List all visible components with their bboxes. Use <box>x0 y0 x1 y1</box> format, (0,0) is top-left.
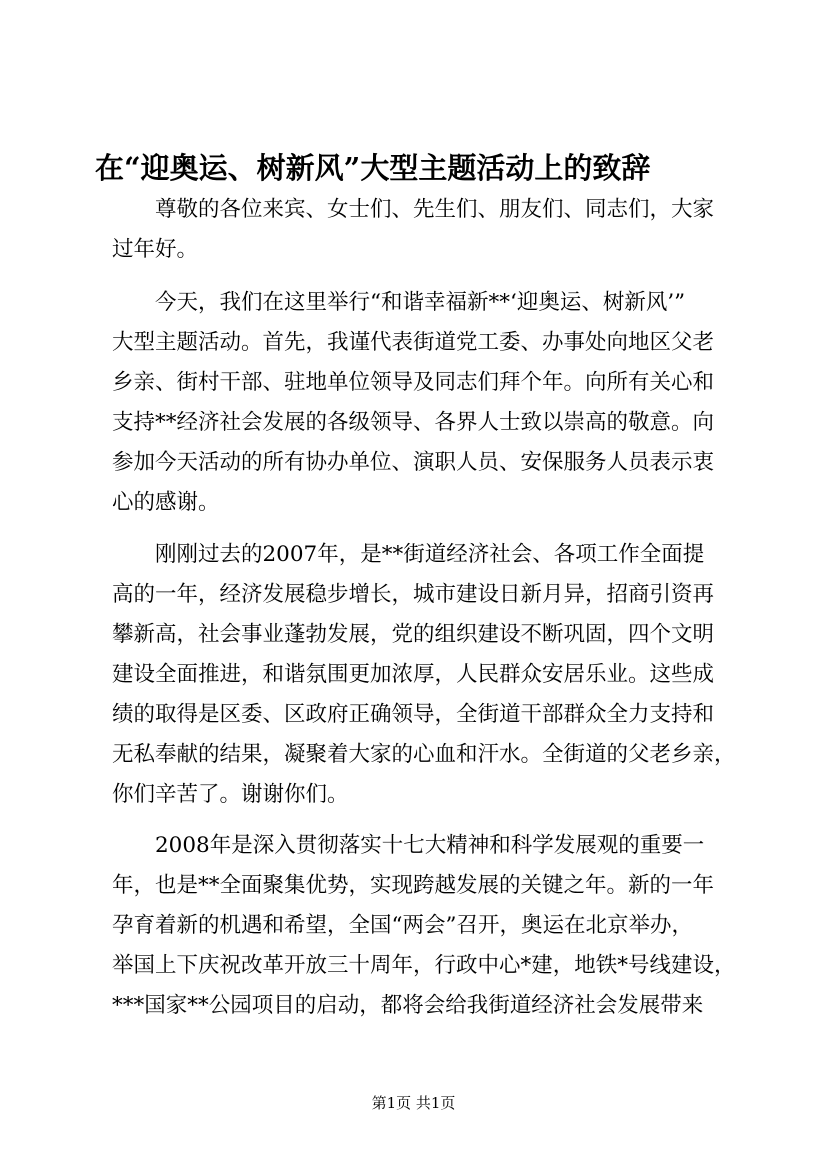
body-line: 过年好。 <box>112 237 199 262</box>
body-line: 今天，我们在这里举行“和谐幸福新**‘迎奥运、树新风’” <box>112 290 686 315</box>
body-line: 举国上下庆祝改革开放三十周年，行政中心*建，地铁*号线建设， <box>112 953 736 978</box>
body-line: 参加今天活动的所有协办单位、演职人员、安保服务人员表示衷 <box>112 450 715 475</box>
body-line: 攀新高，社会事业蓬勃发展，党的组织建设不断巩固，四个文明 <box>112 622 715 647</box>
body-line: 孕育着新的机遇和希望，全国“两会”召开，奥运在北京举办， <box>112 913 693 938</box>
body-line: 乡亲、街村干部、驻地单位领导及同志们拜个年。向所有关心和 <box>112 370 715 395</box>
body-line: ***国家**公园项目的启动，都将会给我街道经济社会发展带来 <box>112 993 704 1018</box>
body-line: 心的感谢。 <box>112 490 220 515</box>
body-line: 大型主题活动。首先，我谨代表街道党工委、办事处向地区父老 <box>112 330 715 355</box>
body-line: 无私奉献的结果，凝聚着大家的心血和汗水。全街道的父老乡亲， <box>112 742 736 767</box>
page-footer: 第1页 共1页 <box>371 1094 456 1112</box>
body-line: 刚刚过去的2007年，是**街道经济社会、各项工作全面提 <box>112 542 705 567</box>
body-line: 高的一年，经济发展稳步增长，城市建设日新月异，招商引资再 <box>112 582 715 607</box>
body-line: 绩的取得是区委、区政府正确领导，全街道干部群众全力支持和 <box>112 702 715 727</box>
body-line: 支持**经济社会发展的各级领导、各界人士致以崇高的敬意。向 <box>112 410 715 435</box>
body-line: 2008年是深入贯彻落实十七大精神和科学发展观的重要一 <box>112 833 705 858</box>
body-line: 尊敬的各位来宾、女士们、先生们、朋友们、同志们，大家 <box>112 197 715 222</box>
body-line: 年，也是**全面聚集优势，实现跨越发展的关键之年。新的一年 <box>112 873 715 898</box>
document-title: 在“迎奥运、树新风”大型主题活动上的致辞 <box>95 151 651 185</box>
body-line: 你们辛苦了。谢谢你们。 <box>112 782 349 807</box>
body-line: 建设全面推进，和谐氛围更加浓厚，人民群众安居乐业。这些成 <box>112 662 715 687</box>
